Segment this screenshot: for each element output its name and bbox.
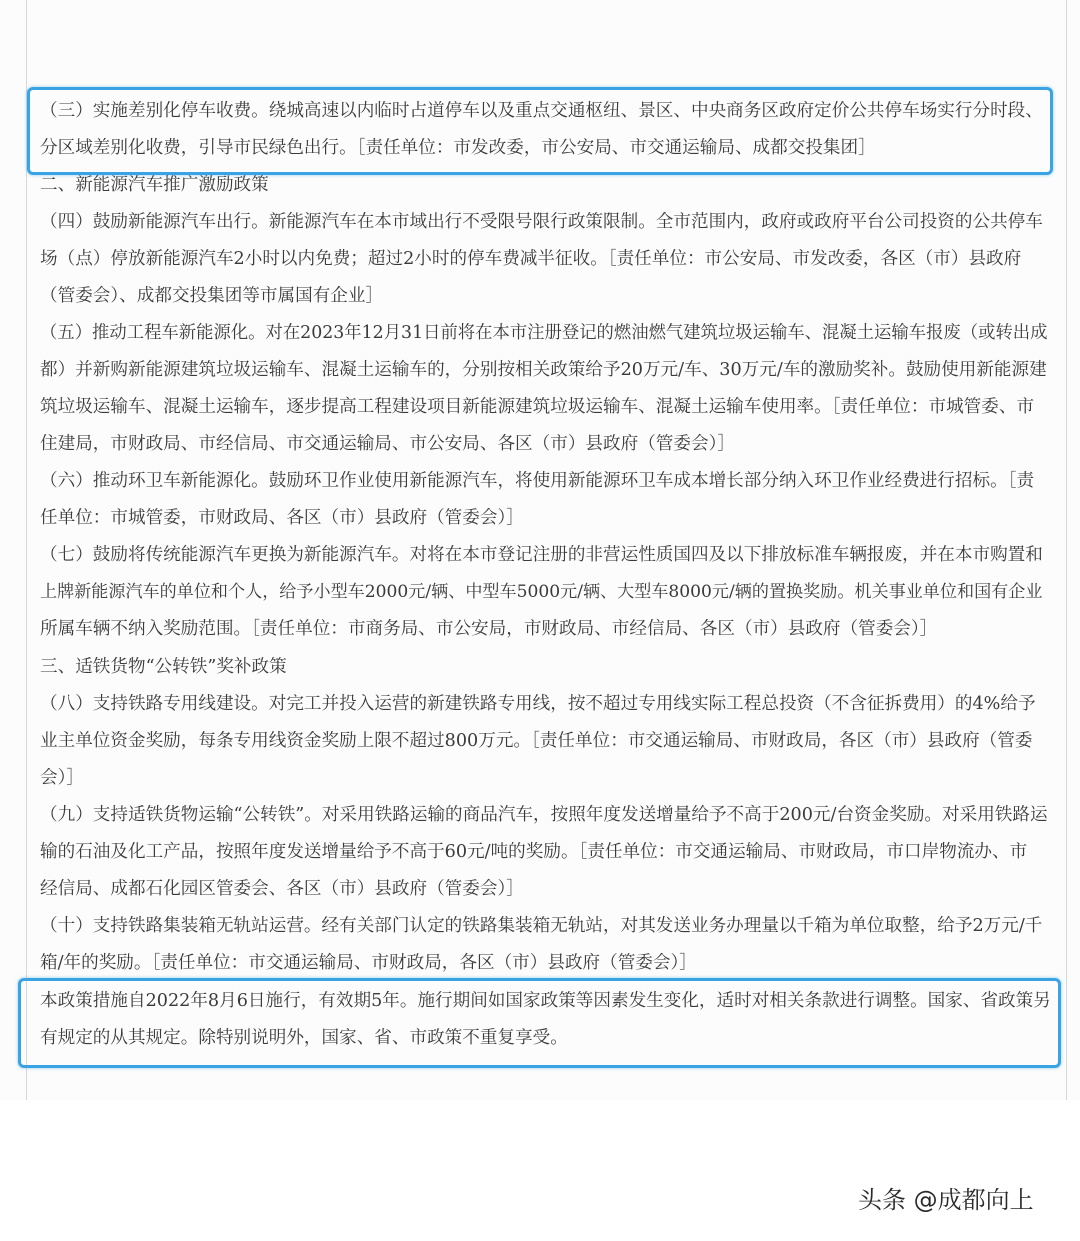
- text-line: 本政策措施自2022年8月6日施行，有效期5年。施行期间如国家政策等因素发生变化，适时对相关条款进行调整。国家、省政策另: [40, 991, 1051, 1011]
- text-line: （管委会）、成都交投集团等市属国有企业］: [40, 286, 384, 306]
- text-line: （六）推动环卫车新能源化。鼓励环卫作业使用新能源汽车，将使用新能源环卫车成本增长部分纳入环卫作业经费进行招标。［责: [40, 471, 1035, 491]
- text-line: （十）支持铁路集装箱无轨站运营。经有关部门认定的铁路集装箱无轨站，对其发送业务办理量以千箱为单位取整，给予2万元/千: [40, 916, 1043, 936]
- section-heading: 三、适铁货物“公转铁”奖补政策: [40, 657, 287, 677]
- text-line: 箱/年的奖励。［责任单位：市交通运输局、市财政局，各区（市）县政府（管委会）］: [40, 953, 697, 973]
- text-line: （九）支持适铁货物运输“公转铁”。对采用铁路运输的商品汽车，按照年度发送增量给予不高于200元/台资金奖励。对采用铁路运: [40, 805, 1048, 825]
- text-line: （三）实施差别化停车收费。绕城高速以内临时占道停车以及重点交通枢纽、景区、中央商务区政府定价公共停车场实行分时段、: [40, 101, 1043, 121]
- text-line: （七）鼓励将传统能源汽车更换为新能源汽车。对将在本市登记注册的非营运性质国四及以下排放标准车辆报废，并在本市购置和: [40, 545, 1043, 565]
- text-line: 任单位：市城管委，市财政局、各区（市）县政府（管委会）］: [40, 508, 524, 528]
- text-line: 有规定的从其规定。除特别说明外，国家、省、市政策不重复享受。: [40, 1028, 568, 1048]
- text-line: （四）鼓励新能源汽车出行。新能源汽车在本市域出行不受限号限行政策限制。全市范围内，政府或政府平台公司投资的公共停车: [40, 212, 1043, 232]
- section-heading: 二、新能源汽车推广激励政策: [40, 175, 269, 195]
- text-line: 业主单位资金奖励，每条专用线资金奖励上限不超过800万元。［责任单位：市交通运输局、市财政局，各区（市）县政府（管委: [40, 731, 1033, 751]
- text-line: 会）］: [40, 768, 84, 788]
- text-line: 输的石油及化工产品，按照年度发送增量给予不高于60元/吨的奖励。［责任单位：市交通运输局、市财政局，市口岸物流办、市: [40, 842, 1028, 862]
- text-line: 所属车辆不纳入奖励范围。［责任单位：市商务局、市公安局，市财政局、市经信局、各区（市）县政府（管委会）］: [40, 619, 938, 639]
- text-line: 经信局、成都石化园区管委会、各区（市）县政府（管委会）］: [40, 879, 524, 899]
- text-line: （八）支持铁路专用线建设。对完工并投入运营的新建铁路专用线，按不超过专用线实际工程总投资（不含征拆费用）的4%给予: [40, 694, 1036, 714]
- text-line: 上牌新能源汽车的单位和个人，给予小型车2000元/辆、中型车5000元/辆、大型车8000元/辆的置换奖励。机关事业单位和国有企业: [40, 582, 1043, 602]
- text-line: 分区域差别化收费，引导市民绿色出行。［责任单位：市发改委，市公安局、市交通运输局、成都交投集团］: [40, 138, 876, 158]
- page-left-border: [26, 0, 27, 1100]
- text-line: 场（点）停放新能源汽车2小时以内免费；超过2小时的停车费减半征收。［责任单位：市公安局、市发改委，各区（市）县政府: [40, 249, 1022, 269]
- text-line: 住建局，市财政局、市经信局、市交通运输局、市公安局、各区（市）县政府（管委会）］: [40, 434, 735, 454]
- watermark-text: 头条 @成都向上: [858, 1186, 1034, 1214]
- page-right-border: [1066, 0, 1067, 1100]
- text-line: 都）并新购新能源建筑垃圾运输车、混凝土运输车的，分别按相关政策给予20万元/车、30万元/车的激励奖补。鼓励使用新能源建: [40, 360, 1047, 380]
- text-line: 筑垃圾运输车、混凝土运输车，逐步提高工程建设项目新能源建筑垃圾运输车、混凝土运输车使用率。［责任单位：市城管委、市: [40, 397, 1035, 417]
- text-line: （五）推动工程车新能源化。对在2023年12月31日前将在本市注册登记的燃油燃气建筑垃圾运输车、混凝土运输车报废（或转出成: [40, 323, 1048, 343]
